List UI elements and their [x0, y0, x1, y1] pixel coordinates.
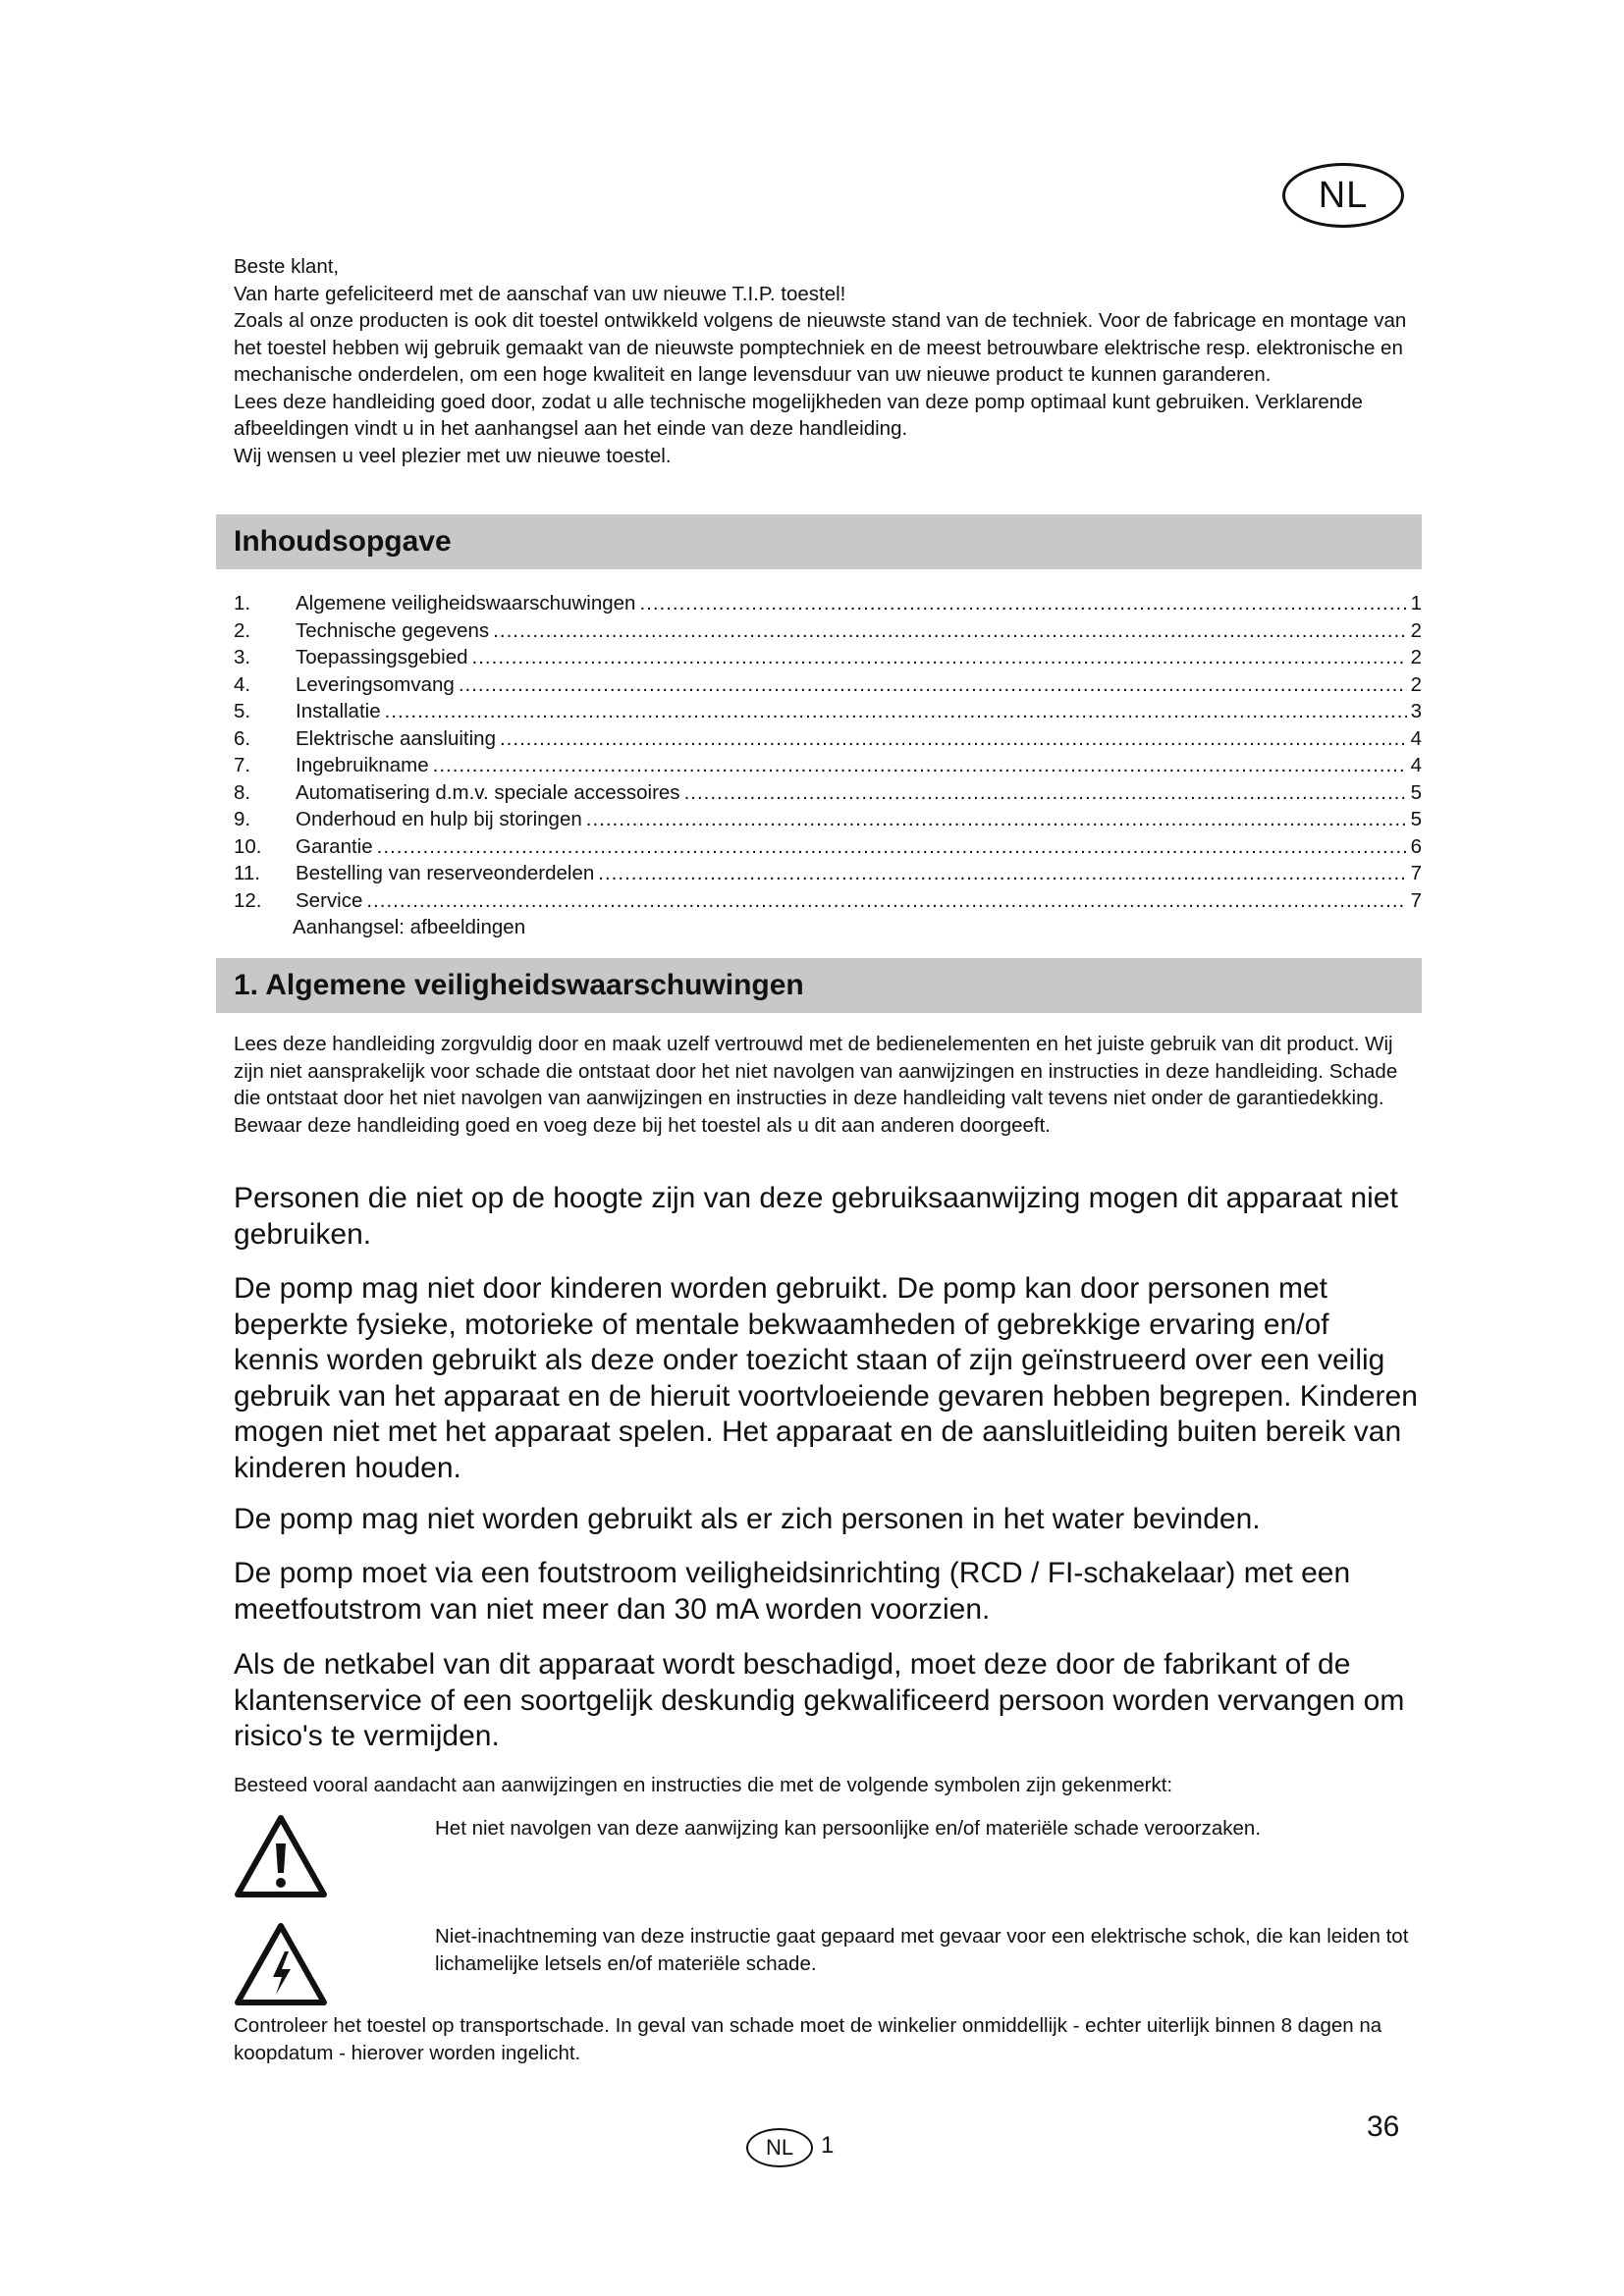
warning-paragraph: Als de netkabel van dit apparaat wordt beschadigd, moet deze door de fabrikant of de klantenservice of een soortgelijk deskundig gekwalificeerd persoon worden vervangen om risico's te vermijden. — [234, 1648, 1405, 1752]
toc-row[interactable] — [234, 808, 1422, 835]
intro-line: Van harte gefeliciteerd met de aanschaf van uw nieuwe T.I.P. toestel! — [234, 282, 846, 305]
intro-paragraph: Zoals al onze producten is ook dit toestel ontwikkeld volgens de nieuwste stand van de techniek. Voor de fabricage en montage van het toestel hebben wij gebruik gemaakt van de nieuwste pomptechniek en de meest betrouwbare elektrische resp. elektronische en mechanische onderdelen, om een hoge kwaliteit en lange levensduur van uw nieuwe product te kunnen garanderen. — [234, 309, 1407, 386]
toc-row[interactable] — [234, 700, 1422, 727]
intro-block — [234, 253, 1422, 469]
toc-row[interactable] — [234, 754, 1422, 781]
warning-exclamation-icon — [234, 1814, 328, 1898]
warning-paragraph: De pomp mag niet worden gebruikt als er zich personen in het water bevinden. — [234, 1503, 1261, 1535]
toc-leader — [377, 835, 1407, 859]
toc-leader — [366, 889, 1406, 913]
closing-text: Controleer het toestel op transportschade. In geval van schade moet de winkelier onmiddellijk - echter uiterlijk binnen 8 dagen na koopdatum - hierover worden ingelicht. — [234, 2014, 1382, 2064]
toc-number: 1. — [234, 592, 251, 614]
toc-row[interactable] — [234, 727, 1422, 755]
toc-number: 12. — [234, 888, 262, 912]
toc-page: 5 — [1410, 808, 1422, 830]
toc-number: 8. — [234, 780, 251, 804]
symbol-description: Het niet navolgen van deze aanwijzing kan persoonlijke en/of materiële schade veroorzaken. — [435, 1817, 1262, 1840]
toc-page: 7 — [1410, 888, 1422, 912]
toc-page: 4 — [1410, 754, 1422, 776]
toc-number: 11. — [234, 862, 260, 884]
section-1-intro — [234, 1031, 1422, 1139]
intro-paragraph: Lees deze handleiding zorgvuldig door en maak uzelf vertrouwd met de bedienelementen en het juiste gebruik van dit product. Wij zijn niet aansprakelijk voor schade die ontstaat door het niet navolgen van aanwijzingen en instructies in deze handleiding. Schade die ontstaat door het niet navolgen van aanwijzingen en instructies in deze handleiding valt tevens niet onder de garantiedekking. Bewaar deze handleiding goed en voeg deze bij het toestel als u dit aan anderen doorgeeft. — [234, 1033, 1398, 1137]
toc-title: Ingebruikname — [296, 754, 429, 776]
toc-title: Algemene veiligheidswaarschuwingen — [296, 592, 636, 614]
toc-leader — [684, 781, 1407, 805]
toc-title: Technische gegevens — [296, 618, 490, 642]
toc-page: 6 — [1410, 834, 1422, 858]
toc-number: 4. — [234, 672, 251, 696]
toc-leader — [598, 862, 1406, 885]
warning-paragraph: De pomp moet via een foutstroom veiligheidsinrichting (RCD / FI-schakelaar) met een meetfoutstrom van niet meer dan 30 mA worden voorzien. — [234, 1557, 1351, 1626]
toc-number: 7. — [234, 754, 251, 776]
toc-title: Service — [296, 888, 363, 912]
attention-text: Besteed vooral aandacht aan aanwijzingen en instructies die met de volgende symbolen zijn gekenmerkt: — [234, 1774, 1173, 1796]
toc-page: 2 — [1410, 646, 1422, 668]
toc-title: Bestelling van reserveonderdelen — [296, 862, 595, 884]
language-badge: NL — [1282, 163, 1404, 228]
toc-leader — [459, 673, 1407, 697]
toc-leader — [639, 592, 1406, 615]
page-number: 36 — [1367, 2110, 1400, 2143]
warning-paragraph: Personen die niet op de hoogte zijn van deze gebruiksaanwijzing mogen dit apparaat niet gebruiken. — [234, 1182, 1398, 1251]
toc-row[interactable] — [234, 835, 1422, 863]
table-of-contents — [234, 592, 1422, 943]
toc-page: 2 — [1410, 618, 1422, 642]
toc-page: 1 — [1410, 592, 1422, 614]
toc-page: 4 — [1410, 726, 1422, 750]
toc-row[interactable] — [234, 889, 1422, 917]
footer-local-page: 1 — [821, 2132, 835, 2159]
warning-paragraph: De pomp mag niet door kinderen worden gebruikt. De pomp kan door personen met beperkte fysieke, motorieke of mentale bekwaamheden of gebrekkige ervaring en/of kennis worden gebruikt als deze onder toezicht staan of zijn geïnstrueerd over een veilig gebruik van het apparaat en de hieruit voortvloeiende gevaren hebben begrepen. Kinderen mogen niet met het apparaat spelen. Het apparaat en de aansluitleiding buiten bereik van kinderen houden. — [234, 1272, 1418, 1484]
toc-heading: Inhoudsopgave — [216, 514, 1422, 569]
toc-leader — [385, 700, 1407, 723]
intro-paragraph: Lees deze handleiding goed door, zodat u alle technische mogelijkheden van deze pomp optimaal kunt gebruiken. Verklarende afbeeldingen vindt u in het aanhangsel aan het einde van deze handleiding. — [234, 390, 1363, 440]
toc-number: 6. — [234, 726, 251, 750]
toc-row[interactable] — [234, 862, 1422, 889]
toc-number: 2. — [234, 618, 251, 642]
toc-title: Leveringsomvang — [296, 672, 455, 696]
toc-title: Garantie — [296, 834, 373, 858]
toc-page: 7 — [1410, 862, 1422, 884]
toc-appendix[interactable]: Aanhangsel: afbeeldingen — [293, 916, 526, 938]
toc-row[interactable] — [234, 646, 1422, 673]
toc-number: 5. — [234, 700, 251, 722]
toc-number: 10. — [234, 834, 262, 858]
toc-leader — [472, 646, 1407, 669]
footer-language-badge: NL — [746, 2128, 813, 2167]
toc-number: 3. — [234, 646, 251, 668]
toc-leader — [433, 754, 1407, 777]
greeting: Beste klant, — [234, 255, 340, 278]
toc-row[interactable] — [234, 619, 1422, 647]
toc-title: Elektrische aansluiting — [296, 726, 496, 750]
electric-shock-icon — [234, 1922, 328, 2006]
closing-note — [234, 2012, 1422, 2066]
toc-title: Automatisering d.m.v. speciale accessoires — [296, 780, 680, 804]
toc-leader — [586, 808, 1407, 831]
toc-leader — [493, 619, 1406, 643]
toc-row[interactable] — [234, 673, 1422, 701]
toc-page: 2 — [1410, 672, 1422, 696]
toc-page: 5 — [1410, 780, 1422, 804]
intro-line: Wij wensen u veel plezier met uw nieuwe toestel. — [234, 444, 672, 467]
section-1-heading: 1. Algemene veiligheidswaarschuwingen — [216, 958, 1422, 1013]
toc-title: Toepassingsgebied — [296, 646, 468, 668]
toc-page: 3 — [1410, 700, 1422, 722]
symbol-description: Niet-inachtneming van deze instructie gaat gepaard met gevaar voor een elektrische schok, die kan leiden tot lichamelijke letsels en/of materiële schade. — [435, 1925, 1409, 1975]
attention-note — [234, 1772, 1422, 1799]
toc-row[interactable] — [234, 781, 1422, 809]
toc-title: Installatie — [296, 700, 381, 722]
toc-title: Onderhoud en hulp bij storingen — [296, 808, 582, 830]
toc-leader — [500, 727, 1407, 751]
toc-row[interactable] — [234, 592, 1422, 619]
toc-number: 9. — [234, 808, 251, 830]
